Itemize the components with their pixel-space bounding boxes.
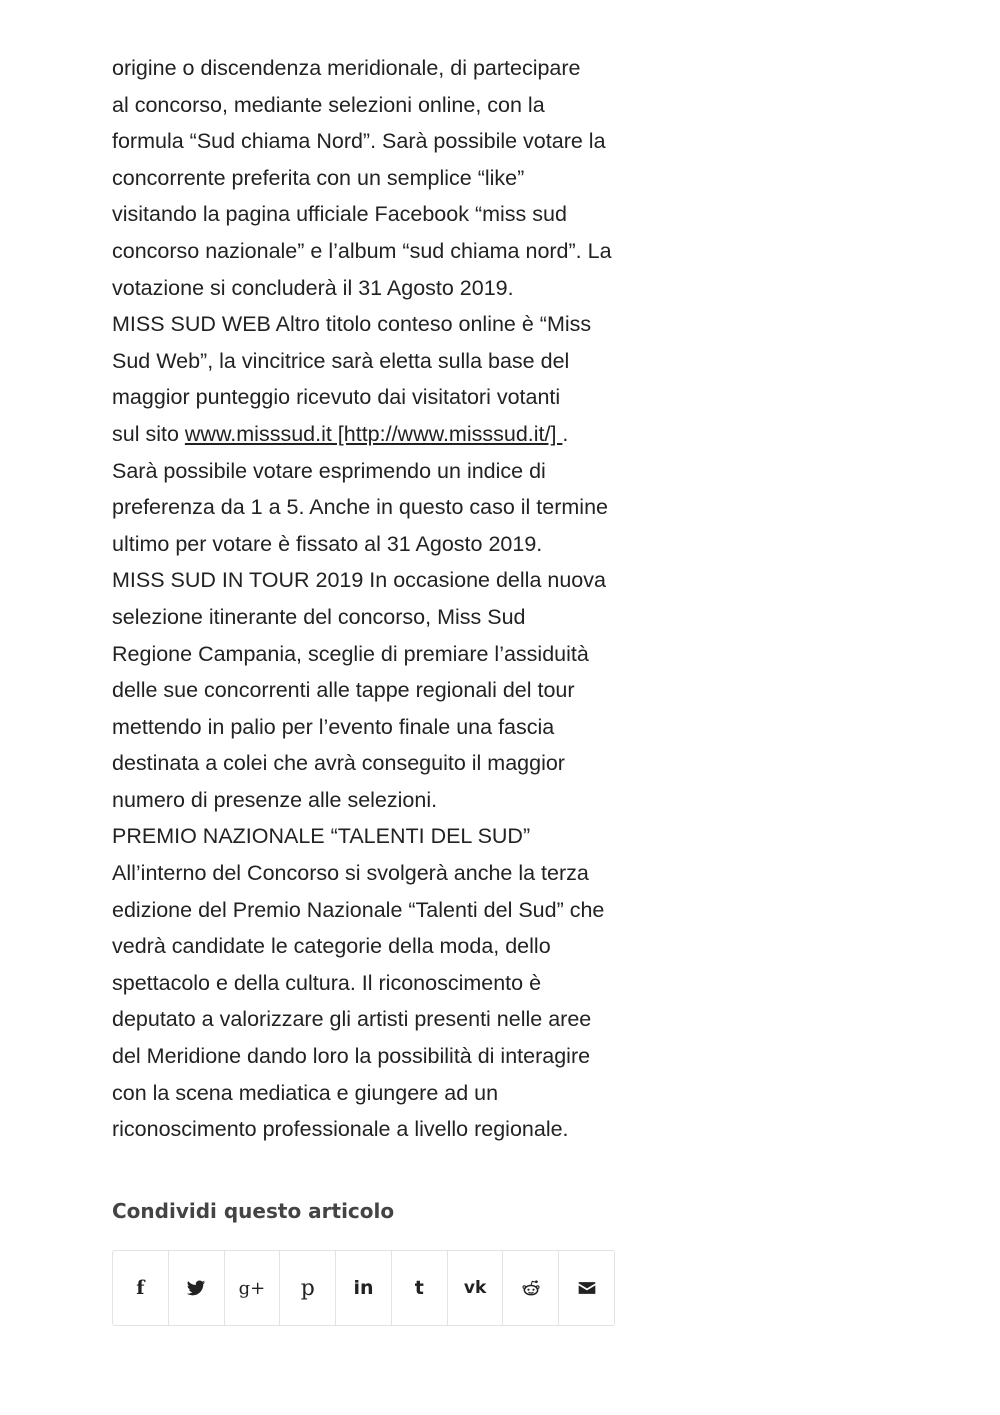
share-email-button[interactable] bbox=[559, 1251, 614, 1325]
misssud-link[interactable]: www.misssud.it [http://www.misssud.it/] bbox=[184, 421, 563, 446]
share-reddit-button[interactable] bbox=[503, 1251, 559, 1325]
facebook-icon: f bbox=[136, 1277, 145, 1299]
share-linkedin-button[interactable] bbox=[336, 1251, 392, 1325]
share-twitter-button[interactable] bbox=[169, 1251, 225, 1325]
article-body bbox=[112, 50, 632, 1148]
share-vk-button[interactable] bbox=[448, 1251, 504, 1325]
paragraph-miss-sud-in-tour: MISS SUD IN TOUR 2019 In occasione della nuova selezione itinerante del concorso, Miss Sud Regione Campania, sceglie di premiare l’assiduità delle sue concorrenti alle tappe regionali del tour mettendo in palio per l’evento finale una fascia destinata a colei che avrà conseguito il maggior numero di presenze alle selezioni. bbox=[112, 568, 606, 812]
share-pinterest-button[interactable] bbox=[280, 1251, 336, 1325]
tumblr-icon: t bbox=[414, 1277, 424, 1299]
vk-icon: vk bbox=[463, 1278, 487, 1298]
paragraph-sud-chiama-nord: origine o discendenza meridionale, di partecipare al concorso, mediante selezioni online, con la formula “Sud chiama Nord”. Sarà possibile votare la concorrente preferita con un semplice “like” visitando la pagina ufficiale Facebook “miss sud concorso nazionale” e l’album “sud chiama nord”. La votazione si concluderà il 31 Agosto 2019. bbox=[112, 56, 612, 300]
share-google-plus-button[interactable] bbox=[225, 1251, 281, 1325]
twitter-icon bbox=[186, 1278, 206, 1298]
paragraph-miss-sud-web: MISS SUD WEB Altro titolo conteso online è “Miss Sud Web”, la vincitrice sarà eletta sulla base del maggior punteggio ricevuto dai visitatori votanti sul sito www.misssud.it [http://www.misssud.it/] . Sarà possibile votare esprimendo un indice di preferenza da 1 a 5. Anche in questo caso il termine ultimo per votare è fissato al 31 Agosto 2019. bbox=[112, 312, 609, 556]
share-buttons-bar bbox=[112, 1250, 615, 1326]
email-icon bbox=[577, 1278, 597, 1298]
google-plus-icon: g+ bbox=[238, 1277, 266, 1299]
reddit-icon bbox=[521, 1278, 541, 1298]
share-tumblr-button[interactable] bbox=[392, 1251, 448, 1325]
paragraph-talenti-del-sud: PREMIO NAZIONALE “TALENTI DEL SUD” All’interno del Concorso si svolgerà anche la terza edizione del Premio Nazionale “Talenti del Sud” che vedrà candidate le categorie della moda, dello spettacolo e della cultura. Il riconoscimento è deputato a valorizzare gli artisti presenti nelle aree del Meridione dando loro la possibilità di interagire con la scena mediatica e giungere ad un riconoscimento professionale a livello regionale. bbox=[112, 824, 605, 1142]
share-facebook-button[interactable] bbox=[113, 1251, 169, 1325]
linkedin-icon: in bbox=[353, 1277, 374, 1299]
share-section-title: Condividi questo articolo bbox=[112, 1199, 395, 1223]
pinterest-icon: p bbox=[300, 1275, 315, 1301]
